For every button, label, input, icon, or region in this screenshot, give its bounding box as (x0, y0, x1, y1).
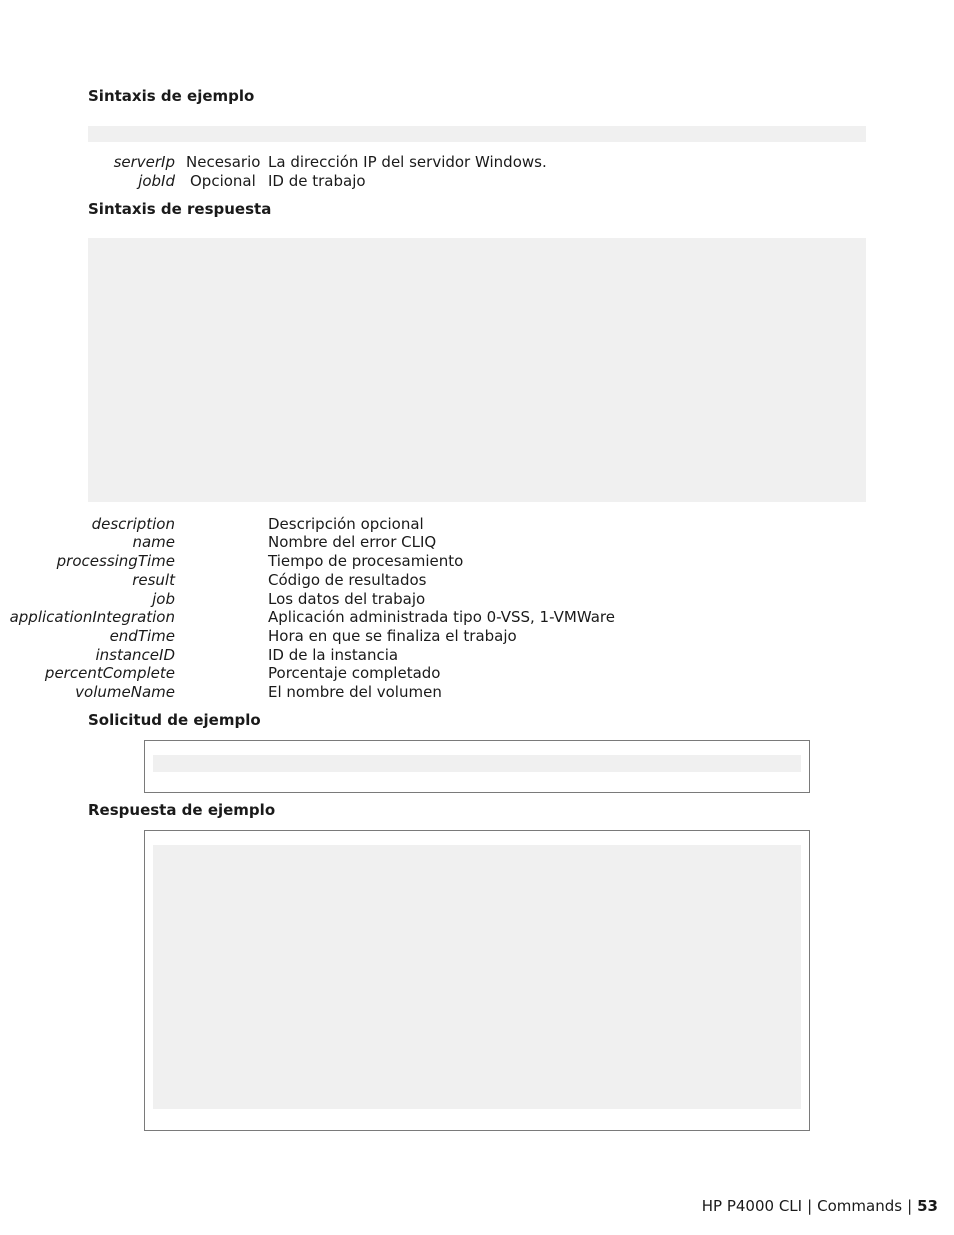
field-description: El nombre del volumen (268, 683, 442, 701)
param-name: jobId (138, 172, 175, 190)
field-description: Hora en que se finaliza el trabajo (268, 627, 517, 645)
field-name: job (152, 590, 175, 608)
page-number: 53 (917, 1197, 938, 1215)
field-name: percentComplete (44, 664, 175, 682)
field-description: Tiempo de procesamiento (268, 552, 464, 570)
footer-section: Commands (817, 1197, 903, 1215)
example-syntax-code-block (88, 126, 866, 142)
field-description: Porcentaje completado (268, 664, 441, 682)
field-description: Descripción opcional (268, 515, 424, 533)
param-description: ID de trabajo (268, 172, 366, 190)
field-name: name (132, 533, 175, 551)
example-syntax-heading: Sintaxis de ejemplo (88, 87, 255, 105)
footer-product: HP P4000 CLI (701, 1197, 803, 1215)
param-description: La dirección IP del servidor Windows. (268, 153, 547, 171)
example-response-code (153, 845, 801, 1109)
field-name: instanceID (95, 646, 175, 664)
example-request-box (144, 740, 810, 793)
example-request-heading: Solicitud de ejemplo (88, 711, 261, 729)
example-response-box (144, 830, 810, 1131)
field-name: applicationIntegration (9, 608, 175, 626)
field-name: result (132, 571, 175, 589)
field-name: processingTime (56, 552, 175, 570)
page-footer (702, 1197, 938, 1215)
example-response-heading: Respuesta de ejemplo (88, 801, 276, 819)
response-syntax-heading: Sintaxis de respuesta (88, 200, 272, 218)
field-name: volumeName (75, 683, 175, 701)
field-description: ID de la instancia (268, 646, 399, 664)
field-description: Código de resultados (268, 571, 427, 589)
field-name: description (91, 515, 175, 533)
footer-separator: | (807, 1197, 813, 1215)
field-description: Aplicación administrada tipo 0-VSS, 1-VMWare (268, 608, 615, 626)
param-required: Necesario (186, 153, 261, 171)
example-request-code (153, 755, 801, 772)
param-name: serverIp (113, 153, 175, 171)
field-description: Los datos del trabajo (268, 590, 426, 608)
response-syntax-code-block (88, 238, 866, 502)
footer-separator: | (907, 1197, 913, 1215)
field-description: Nombre del error CLIQ (268, 533, 437, 551)
param-required: Opcional (190, 172, 256, 190)
field-name: endTime (109, 627, 175, 645)
